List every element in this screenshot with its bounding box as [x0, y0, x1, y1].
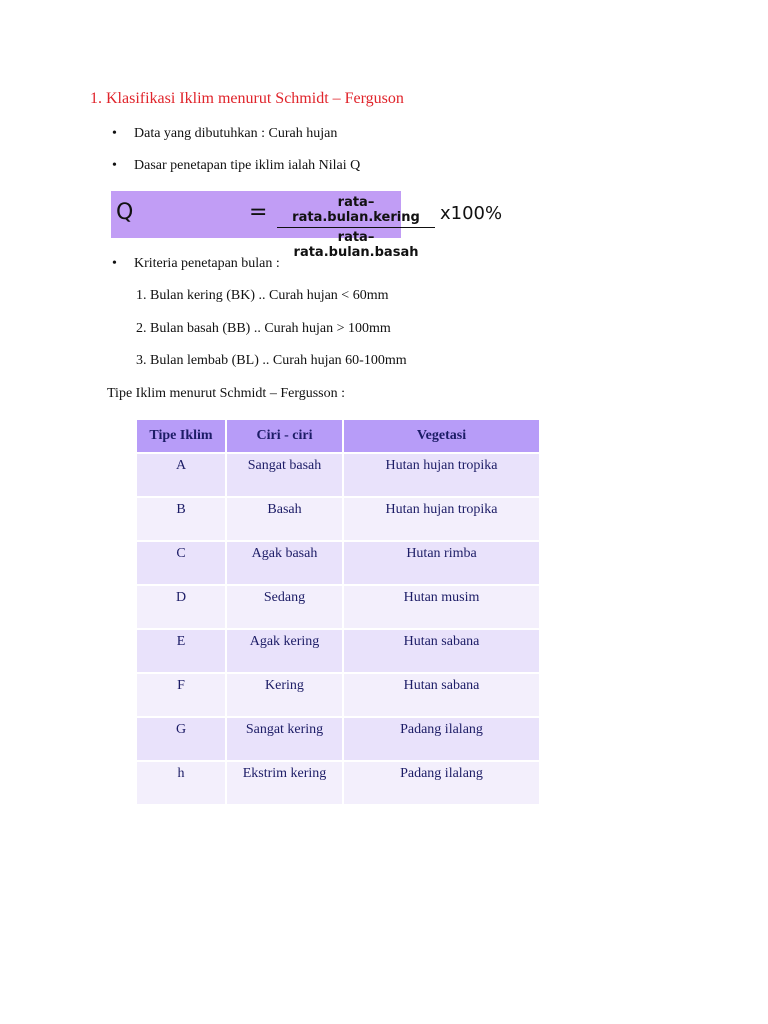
cell-vegetation: Hutan sabana	[343, 673, 540, 717]
cell-characteristic: Sangat kering	[226, 717, 343, 761]
bullet-item-basis	[112, 158, 360, 174]
cell-type: C	[136, 541, 226, 585]
table-row	[136, 585, 540, 629]
table-row	[136, 541, 540, 585]
cell-vegetation: Hutan rimba	[343, 541, 540, 585]
cell-vegetation: Padang ilalang	[343, 717, 540, 761]
section-heading: 1. Klasifikasi Iklim menurut Schmidt – Ferguson	[90, 90, 404, 107]
table-caption: Tipe Iklim menurut Schmidt – Fergusson :	[107, 386, 346, 401]
table-header-row	[136, 419, 540, 453]
bullet-item-data	[112, 126, 337, 142]
cell-vegetation: Hutan musim	[343, 585, 540, 629]
criteria-item-wet: 2. Bulan basah (BB) .. Curah hujan > 100mm	[136, 321, 391, 336]
header-ciri-ciri: Ciri - ciri	[226, 419, 343, 453]
cell-type: D	[136, 585, 226, 629]
cell-characteristic: Sangat basah	[226, 453, 343, 497]
bullet-icon: •	[112, 126, 117, 141]
cell-characteristic: Ekstrim kering	[226, 761, 343, 805]
bullet-text: Dasar penetapan tipe iklim ialah Nilai Q	[134, 158, 361, 173]
bullet-item-criteria	[112, 256, 280, 272]
formula-equals: =	[249, 200, 268, 225]
formula-lhs: Q	[116, 200, 134, 225]
header-vegetasi: Vegetasi	[343, 419, 540, 453]
cell-type: B	[136, 497, 226, 541]
cell-type: G	[136, 717, 226, 761]
formula-fraction	[277, 195, 435, 260]
table-row	[136, 673, 540, 717]
cell-type: A	[136, 453, 226, 497]
bullet-text: Kriteria penetapan bulan :	[134, 256, 280, 271]
cell-type: E	[136, 629, 226, 673]
cell-type: F	[136, 673, 226, 717]
bullet-text: Data yang dibutuhkan : Curah hujan	[134, 126, 338, 141]
q-formula	[111, 191, 503, 260]
cell-vegetation: Hutan sabana	[343, 629, 540, 673]
cell-vegetation: Padang ilalang	[343, 761, 540, 805]
bullet-icon: •	[112, 256, 117, 271]
table-row	[136, 497, 540, 541]
cell-vegetation: Hutan hujan tropika	[343, 497, 540, 541]
table-row	[136, 717, 540, 761]
cell-vegetation: Hutan hujan tropika	[343, 453, 540, 497]
cell-characteristic: Sedang	[226, 585, 343, 629]
criteria-item-humid: 3. Bulan lembab (BL) .. Curah hujan 60-100mm	[136, 353, 407, 368]
cell-characteristic: Agak basah	[226, 541, 343, 585]
bullet-icon: •	[112, 158, 117, 173]
criteria-item-dry: 1. Bulan kering (BK) .. Curah hujan < 60mm	[136, 288, 389, 303]
formula-numerator: rata–rata.bulan.kering	[292, 195, 420, 225]
header-tipe-iklim: Tipe Iklim	[136, 419, 226, 453]
cell-characteristic: Basah	[226, 497, 343, 541]
formula-multiplier: x100%	[440, 203, 503, 224]
formula-denominator: rata–rata.bulan.basah	[293, 230, 419, 260]
cell-type: h	[136, 761, 226, 805]
table-row	[136, 761, 540, 805]
table-row	[136, 629, 540, 673]
cell-characteristic: Kering	[226, 673, 343, 717]
climate-type-table	[135, 418, 541, 806]
cell-characteristic: Agak kering	[226, 629, 343, 673]
table-row	[136, 453, 540, 497]
